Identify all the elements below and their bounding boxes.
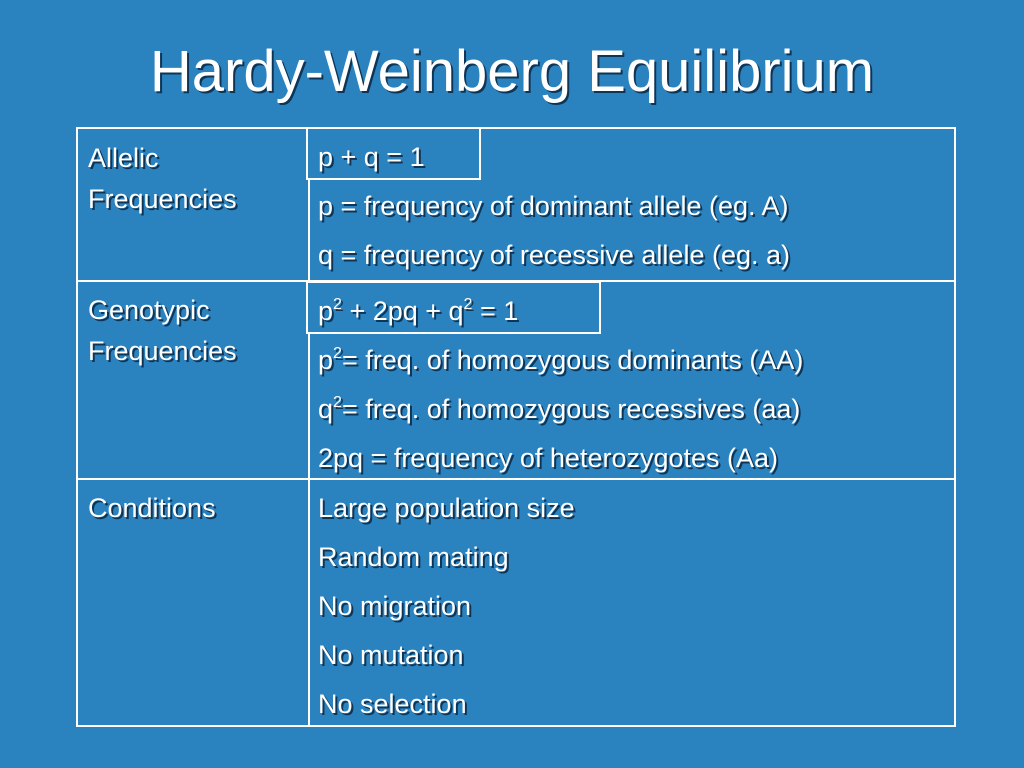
condition-item: No mutation (318, 640, 464, 670)
condition-item: No selection (318, 689, 467, 719)
row-label-line: Allelic (88, 143, 159, 173)
conditions-content (318, 484, 575, 729)
genotypic-equation: $p^2 + 2pq + q^2 = 1$ (318, 296, 519, 326)
condition-item: No migration (318, 591, 472, 621)
genotypic-line: $q^2=$ freq. of homozygous recessives (aa) (318, 394, 801, 424)
genotypic-line: $p^2=$ freq. of homozygous dominants (AA) (318, 345, 804, 375)
hardy-weinberg-table (76, 127, 956, 727)
genotypic-content (318, 287, 803, 483)
column-divider (308, 129, 310, 725)
allelic-line: p = frequency of dominant allele (eg. A) (318, 191, 789, 221)
row-label-line: Conditions (88, 493, 216, 523)
row-label-genotypic-frequencies (88, 290, 237, 372)
condition-item: Large population size (318, 493, 575, 523)
row-label-conditions (88, 488, 216, 529)
row-label-line: Frequencies (88, 336, 237, 366)
allelic-content (318, 133, 790, 280)
slide-title: Hardy-Weinberg Equilibrium (149, 39, 875, 104)
allelic-equation: p + q = 1 (318, 142, 425, 172)
row-label-allelic-frequencies (88, 138, 237, 220)
condition-item: Random mating (318, 542, 509, 572)
genotypic-line: 2pq = frequency of heterozygotes (Aa) (318, 443, 779, 473)
row-label-line: Frequencies (88, 184, 237, 214)
allelic-line: q = frequency of recessive allele (eg. a) (318, 240, 790, 270)
row-label-line: Genotypic (88, 295, 210, 325)
